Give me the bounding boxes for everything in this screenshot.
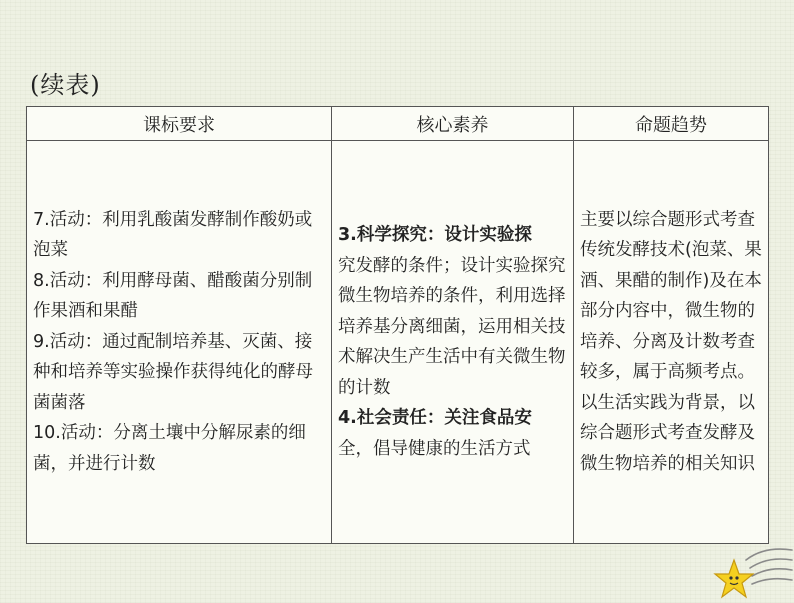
table-header-row <box>27 107 769 141</box>
requirement-item: 9.活动：通过配制培养基、灭菌、接种和培养等实验操作获得纯化的酵母菌菌落 <box>33 331 313 413</box>
requirement-item: 7.活动：利用乳酸菌发酵制作酸奶或泡菜 <box>33 209 313 261</box>
header-curriculum-requirements: 课标要求 <box>27 107 332 141</box>
header-exam-trends: 命题趋势 <box>574 107 769 141</box>
table-caption: (续表) <box>30 71 101 99</box>
exam-trends-cell <box>574 141 769 544</box>
competency-item <box>338 220 567 403</box>
star-mascot-icon <box>706 538 794 603</box>
curriculum-table <box>26 106 769 544</box>
star-trail <box>746 549 792 584</box>
trend-text: 主要以综合题形式考查传统发酵技术(泡菜、果酒、果醋的制作)及在本部分内容中，微生物的培养、分离及计数考查较多，属于高频考点。以生活实践为背景，以综合题形式考查发酵及微生物培养的相关知识 <box>580 209 762 474</box>
competency-item <box>338 403 567 464</box>
competency-text: 全，倡导健康的生活方式 <box>338 438 531 459</box>
curriculum-requirements-cell <box>27 141 332 544</box>
star-body <box>715 560 753 597</box>
requirement-item: 10.活动：分离土壤中分解尿素的细菌，并进行计数 <box>33 423 306 474</box>
table-row <box>27 141 769 544</box>
competency-text: 究发酵的条件；设计实验探究微生物培养的条件，利用选择培养基分离细菌，运用相关技术解决生产生活中有关微生物的计数 <box>338 255 566 398</box>
competency-label: 3.科学探究：设计实验探 <box>338 225 532 245</box>
requirement-item: 8.活动：利用酵母菌、醋酸菌分别制作果酒和果醋 <box>33 270 313 322</box>
core-competencies-cell <box>332 141 574 544</box>
competency-label: 4.社会责任：关注食品安 <box>338 408 532 428</box>
header-core-competencies: 核心素养 <box>332 107 574 141</box>
